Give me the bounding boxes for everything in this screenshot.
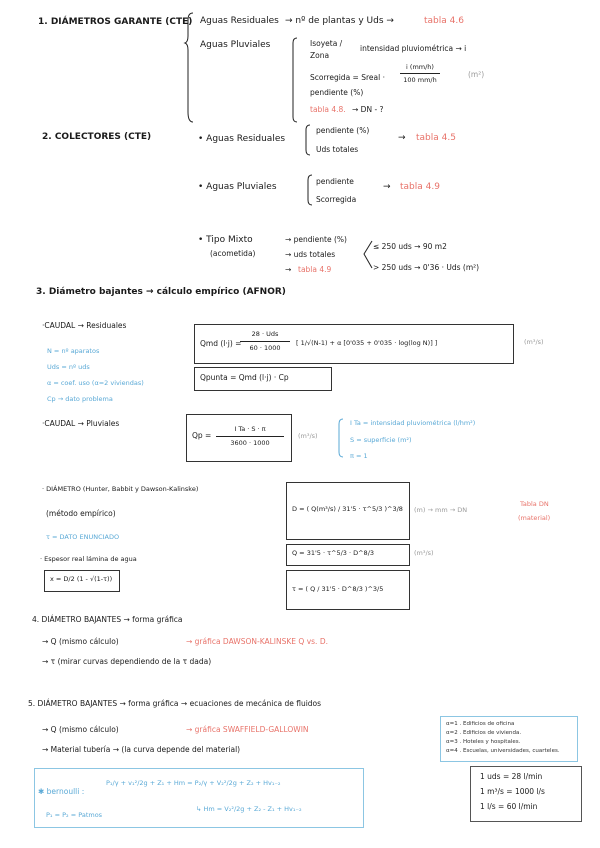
s2-gt250: > 250 uds → 0'36 · Uds (m²) xyxy=(373,263,480,272)
tabla-dn: Tabla DN xyxy=(520,500,549,508)
brace xyxy=(337,418,345,458)
brace xyxy=(291,37,299,123)
s3-caudal-plu: ·CAUDAL → Pluviales xyxy=(42,419,120,428)
i-numerator: i (mm/h) xyxy=(406,63,434,71)
s2-plu-table: tabla 4.9 xyxy=(400,182,440,192)
i-denominator: 100 mm/h xyxy=(400,73,440,84)
qp-den: 3600 · 1000 xyxy=(216,436,284,447)
patm: P₁ = P₂ = Patmos xyxy=(46,811,103,819)
s2-res-uds: Uds totales xyxy=(316,145,359,154)
q-unit: (m³/s) xyxy=(414,549,434,557)
s1-dn: → DN - ? xyxy=(352,105,384,114)
s2-m-uds: → uds totales xyxy=(285,250,336,259)
legend-uds: Uds = nº uds xyxy=(47,363,90,371)
qmd-den: 60 · 1000 xyxy=(240,341,290,352)
s2-plu-pendiente: pendiente xyxy=(316,177,354,186)
alpha-legend-2: α=2 . Edificios de vivienda. xyxy=(446,730,522,736)
s2-le250: ≤ 250 uds → 90 m2 xyxy=(373,242,447,251)
s1-residuales-table: tabla 4.6 xyxy=(424,16,464,26)
hm-eq: ↳ Hm = V₂²/2g + Z₂ - Z₁ + Hv₁₋₂ xyxy=(196,805,302,813)
s1-residuales-label: Aguas Residuales xyxy=(200,16,279,26)
s2-m-tabla: tabla 4.9 xyxy=(298,265,332,274)
intensidad: intensidad pluviométrica → i xyxy=(360,44,467,53)
d-formula: D = ( Q(m³/s) / 31'5 · τ^5/3 )^3/8 xyxy=(292,505,403,513)
d-chain: (m) → mm → DN xyxy=(414,506,468,514)
alpha-legend-3: α=3 . Hoteles y hospitales. xyxy=(446,739,521,745)
s4-q-graph: → gráfica DAWSON-KALINSKE Q vs. D. xyxy=(186,637,328,646)
bernoulli-eq: P₁/γ + v₁²/2g + Z₁ + Hm = P₂/γ + V₂²/2g + Z₂ + Hv₁₋₂ xyxy=(106,779,281,787)
section-4-title: 4. DIÁMETRO BAJANTES → forma gráfica xyxy=(32,615,183,624)
s2-m-pendiente: → pendiente (%) xyxy=(285,235,347,244)
s3-metodo: (método empírico) xyxy=(46,509,116,518)
legend-pi: π = 1 xyxy=(350,452,368,460)
s1-m2-unit: (m²) xyxy=(468,70,485,79)
s2-residuales: • Aguas Residuales xyxy=(198,134,286,144)
qp-label: Qp = xyxy=(192,431,212,440)
qmd-bracket: [ 1/√(N-1) + α [0'035 + 0'035 · log(log N)] ] xyxy=(296,339,438,347)
qp-unit: (m³/s) xyxy=(298,432,318,440)
s2-acometida: (acometida) xyxy=(210,249,256,258)
qpunta: Qpunta = Qmd (l·j) · Cp xyxy=(200,373,289,382)
s1-tabla48: tabla 4.8. xyxy=(310,105,346,114)
brace xyxy=(304,124,312,156)
alpha-legend-4: α=4 . Escuelas, universidades, cuarteles. xyxy=(446,748,560,754)
brace xyxy=(306,174,314,206)
s2-res-pendiente: pendiente (%) xyxy=(316,126,370,135)
qmd-num: 28 · Uds xyxy=(251,330,279,338)
s4-q-line: → Q (mismo cálculo) xyxy=(42,637,119,646)
brace xyxy=(185,12,195,124)
qp-num: I Ta · S · π xyxy=(234,425,266,433)
section-1-title: 1. DIÁMETROS GARANTE (CTE) xyxy=(38,17,193,27)
material: (material) xyxy=(518,514,551,522)
bernoulli-box xyxy=(34,768,364,828)
legend-i: I Ta = intensidad pluviométrica (l/hm²) xyxy=(350,419,476,427)
bernoulli-label: ✱ bernoulli : xyxy=(38,787,85,796)
s3-tau: τ = DATO ENUNCIADO xyxy=(46,533,120,541)
qmd-label: Qmd (l·j) = xyxy=(200,339,242,348)
s1-pendiente: pendiente (%) xyxy=(310,88,364,97)
s2-res-table: tabla 4.5 xyxy=(416,133,456,143)
scorregida: Scorregida = Sreal · xyxy=(310,73,385,82)
section-2-title: 2. COLECTORES (CTE) xyxy=(42,132,152,142)
legend-alpha: α = coef. uso (α=2 viviendas) xyxy=(47,379,144,387)
s2-pluviales: • Aguas Pluviales xyxy=(198,182,277,192)
section-5-title: 5. DIÁMETRO BAJANTES → forma gráfica → ecuaciones de mecánica de fluidos xyxy=(28,699,322,708)
s1-pluviales-label: Aguas Pluviales xyxy=(200,40,271,50)
s2-mixto: • Tipo Mixto xyxy=(198,235,253,245)
s3-diametro: · DIÁMETRO (Hunter, Babbit y Dawson-Kalinske) xyxy=(42,485,199,493)
s3-espesor: · Espesor real lámina de agua xyxy=(40,555,137,563)
legend-cp: Cp → dato problema xyxy=(47,395,113,403)
s1-residuales-arrow: → nº de plantas y Uds → xyxy=(285,16,394,26)
tau-formula: τ = ( Q / 31'5 · D^8/3 )^3/5 xyxy=(292,585,384,593)
legend-n: N = nº aparatos xyxy=(47,347,100,355)
espesor-formula: x = D/2 (1 - √(1-τ)) xyxy=(50,575,113,583)
s2-plu-scorr: Scorregida xyxy=(316,195,357,204)
legend-s: S = superficie (m²) xyxy=(350,436,412,444)
s5-q-graph: → gráfica SWAFFIELD-GALLOWIN xyxy=(186,725,309,734)
unit-m3s: 1 m³/s = 1000 l/s xyxy=(480,787,545,796)
s4-tau-line: → τ (mirar curvas dependiendo de la τ dada) xyxy=(42,657,212,666)
unit-uds: 1 uds = 28 l/min xyxy=(480,772,543,781)
isoyeta: Isoyeta / xyxy=(310,39,343,48)
s5-q-line: → Q (mismo cálculo) xyxy=(42,725,119,734)
s3-caudal-res: ·CAUDAL → Residuales xyxy=(42,321,127,330)
zona: Zona xyxy=(310,51,330,60)
s5-mat-line: → Material tubería → (la curva depende del material) xyxy=(42,745,241,754)
section-3-title: 3. Diámetro bajantes → cálculo empírico (AFNOR) xyxy=(36,287,286,297)
q-formula: Q = 31'5 · τ^5/3 · D^8/3 xyxy=(292,549,375,557)
qmd-unit: (m³/s) xyxy=(524,338,544,346)
alpha-legend-1: α=1 . Edificios de oficina xyxy=(446,721,515,727)
unit-ls: 1 l/s = 60 l/min xyxy=(480,802,538,811)
